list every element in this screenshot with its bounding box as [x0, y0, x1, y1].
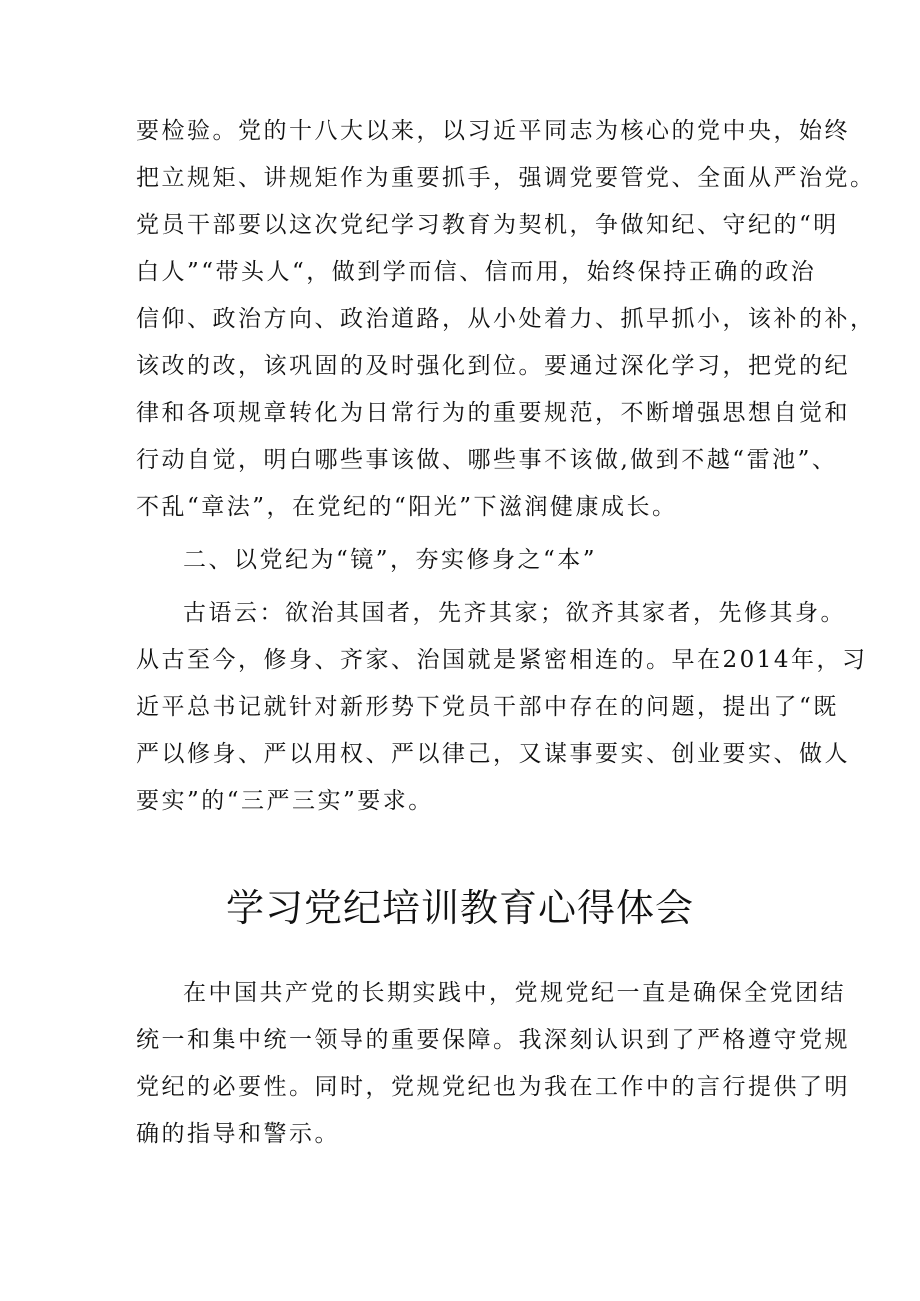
text-line: 严以修身、严以用权、严以律己，又谋事要实、创业要实、做人 — [136, 741, 850, 767]
text-line: 在中国共产党的长期实践中，党规党纪一直是确保全党团结 — [183, 980, 846, 1006]
text-line: 把立规矩、讲规矩作为重要抓手，强调党要管党、全面从严治党。 — [136, 165, 876, 191]
document-title: 学习党纪培训教育心得体会 — [225, 886, 694, 930]
text-line: 不乱“章法”，在党纪的“阳光”下滋润健康成长。 — [136, 494, 678, 520]
text-line: 从古至今，修身、齐家、治国就是紧密相连的。早在2014年，习 — [136, 647, 868, 673]
text-line: 古语云：欲治其国者，先齐其家；欲齐其家者，先修其身。 — [183, 600, 846, 626]
text-line: 统一和集中统一领导的重要保障。我深刻认识到了严格遵守党规 — [136, 1027, 850, 1053]
heading-line: 二、以党纪为“镜”，夯实修身之“本” — [183, 547, 598, 573]
text-line: 近平总书记就针对新形势下党员干部中存在的问题，提出了“既 — [136, 694, 839, 720]
text-line: 律和各项规章转化为日常行为的重要规范，不断增强思想自觉和 — [136, 400, 850, 426]
text-line: 该改的改，该巩固的及时强化到位。要通过深化学习，把党的纪 — [136, 353, 850, 379]
text-line: 白人”“带头人“，做到学而信、信而用，始终保持正确的政治 — [136, 259, 817, 285]
text-line: 要实”的“三严三实”要求。 — [136, 788, 434, 814]
text-line: 党员干部要以这次党纪学习教育为契机，争做知纪、守纪的“明 — [136, 212, 839, 238]
text-line: 信仰、政治方向、政治道路，从小处着力、抓早抓小，该补的补， — [136, 306, 876, 332]
text-line: 要检验。党的十八大以来，以习近平同志为核心的党中央，始终 — [136, 118, 850, 144]
text-line: 确的指导和警示。 — [136, 1121, 340, 1147]
text-line: 党纪的必要性。同时，党规党纪也为我在工作中的言行提供了明 — [136, 1074, 850, 1100]
text-line: 行动自觉，明白哪些事该做、哪些事不该做,做到不越“雷池”、 — [136, 447, 838, 473]
